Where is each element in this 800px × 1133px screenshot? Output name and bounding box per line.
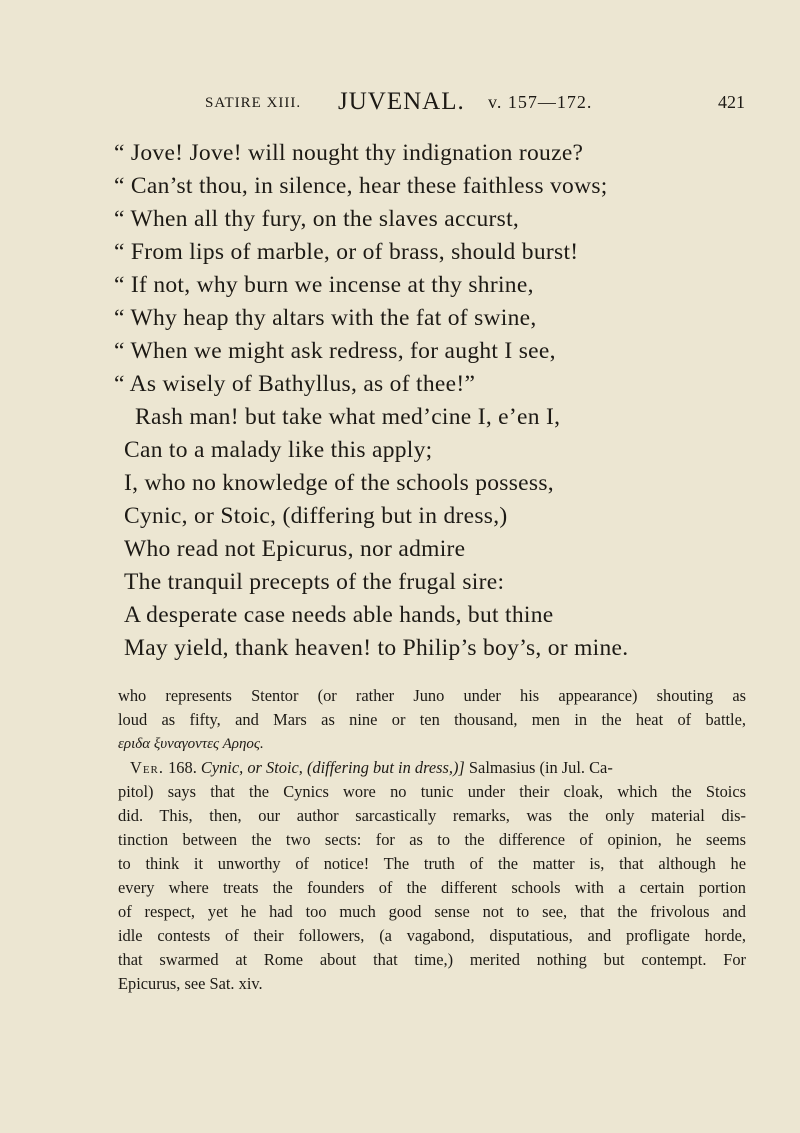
verse-line: “ Why heap thy altars with the fat of swine, [114, 305, 537, 331]
verse-line: “ Can’st thou, in silence, hear these faithless vows; [114, 173, 608, 199]
verse-line: “ From lips of marble, or of brass, should burst! [114, 239, 579, 265]
verse-line: May yield, thank heaven! to Philip’s boy’s, or mine. [124, 635, 629, 661]
note-line: every where treats the founders of the different schools with a certain portion [118, 878, 746, 897]
verse-line: Who read not Epicurus, nor admire [124, 536, 466, 562]
running-head-line-range: v. 157—172. [488, 92, 593, 112]
note-line: to think it unworthy of notice! The truth of the matter is, that although he [118, 854, 746, 873]
verse-line: “ Jove! Jove! will nought thy indignation rouze? [114, 140, 584, 166]
note-line: idle contests of their followers, (a vagabond, disputatious, and profligate horde, [118, 926, 746, 945]
verse-line: “ If not, why burn we incense at thy shrine, [114, 272, 534, 298]
note-line: who represents Stentor (or rather Juno under his appearance) shouting as [118, 686, 746, 705]
page-number: 421 [718, 92, 745, 112]
note-line: tinction between the two sects: for as to the difference of opinion, he seems [118, 830, 746, 849]
running-head [205, 90, 745, 120]
note-line: loud as fifty, and Mars as nine or ten thousand, men in the heat of battle, [118, 710, 746, 729]
verse-line: “ As wisely of Bathyllus, as of thee!” [114, 371, 476, 397]
note-line: of respect, yet he had too much good sense not to see, that the frivolous and [118, 902, 746, 921]
note-line: did. This, then, our author sarcastically remarks, was the only material dis- [118, 806, 746, 825]
note-line: that swarmed at Rome about that time,) merited nothing but contempt. For [118, 950, 746, 969]
note-lemma: Cynic, or Stoic, (differing but in dress,)] [200, 758, 465, 777]
verse-line: I, who no knowledge of the schools possess, [124, 470, 554, 496]
verse-line: A desperate case needs able hands, but thine [124, 602, 554, 628]
running-head-title: JUVENAL. [338, 88, 465, 115]
verse-label: Ver. [130, 758, 164, 777]
running-head-satire: SATIRE XIII. [205, 95, 302, 111]
greek-quotation: εριδα ξυναγοντες Αρηος. [118, 736, 264, 752]
verse-line: The tranquil precepts of the frugal sire: [124, 569, 505, 595]
verse-line: Rash man! but take what med’cine I, e’en I, [135, 404, 561, 430]
note-text: Salmasius (in Jul. Ca- [468, 758, 613, 777]
verse-line: “ When all thy fury, on the slaves accurst, [114, 206, 520, 232]
verse-line: Can to a malady like this apply; [124, 437, 433, 463]
verse-line: Cynic, or Stoic, (differing but in dress,) [124, 503, 508, 529]
note-verse-reference [130, 756, 613, 780]
verse-number: 168. [168, 758, 197, 777]
verse-line: “ When we might ask redress, for aught I see, [114, 338, 556, 364]
note-line: Epicurus, see Sat. xiv. [118, 974, 263, 993]
note-line: pitol) says that the Cynics wore no tunic under their cloak, which the Stoics [118, 782, 746, 801]
